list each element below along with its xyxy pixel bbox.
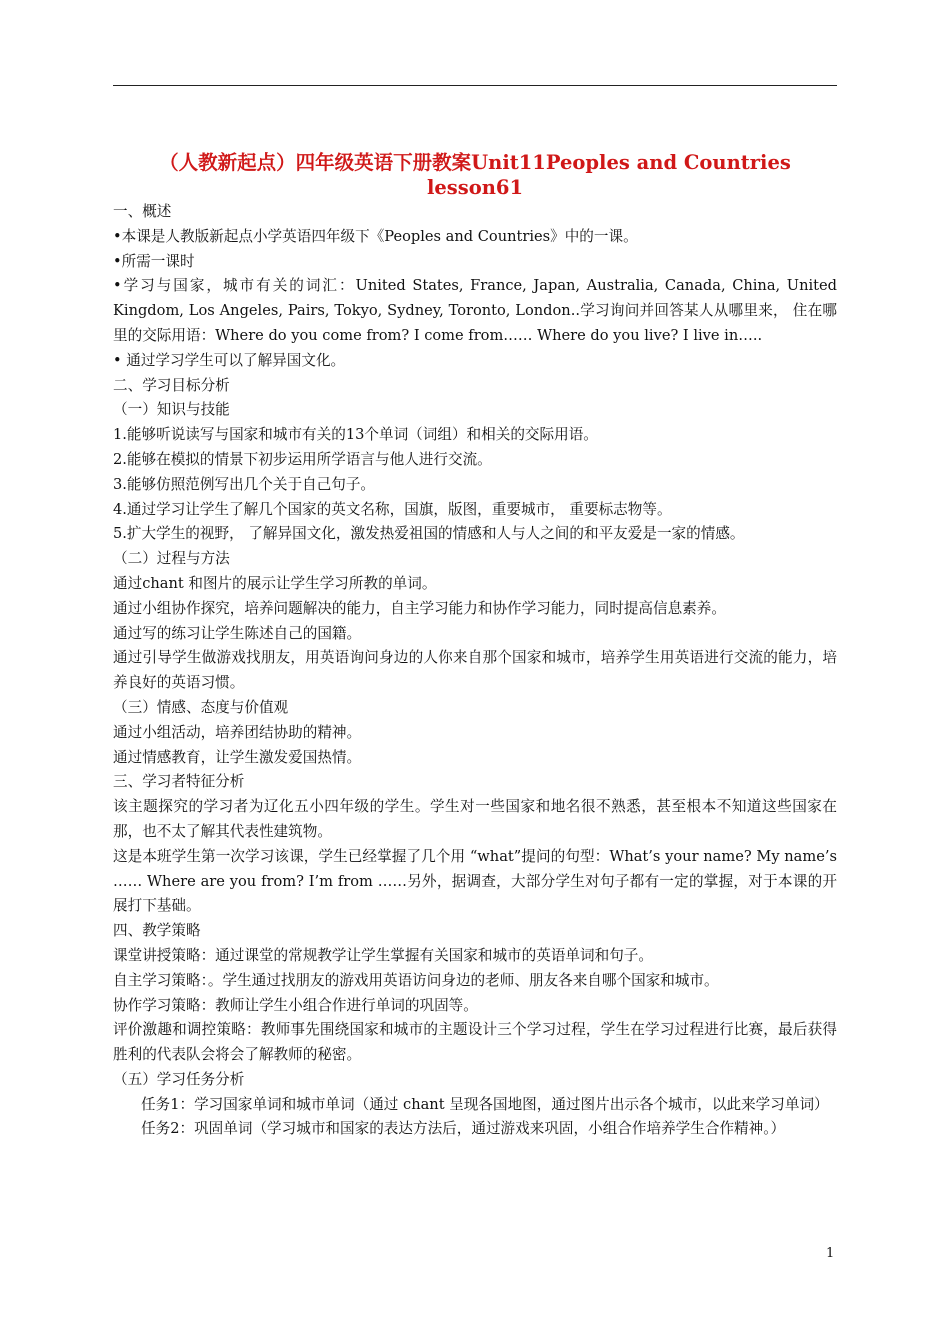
body-paragraph: 通过引导学生做游戏找朋友，用英语询问身边的人你来自那个国家和城市，培养学生用英语进行交流的能力，培养良好的英语习惯。	[113, 649, 837, 692]
body-paragraph: 该主题探究的学习者为辽化五小四年级的学生。学生对一些国家和地名很不熟悉，甚至根本不知道这些国家在那，也不太了解其代表性建筑物。	[113, 798, 837, 840]
bullet-item: •所需一课时	[113, 252, 195, 270]
section-heading-learners: 三、学习者特征分析	[113, 773, 245, 791]
bullet-item: • 通过学习学生可以了解异国文化。	[113, 351, 346, 369]
body-paragraph: 通过小组协作探究，培养问题解决的能力，自主学习能力和协作学习能力，同时提高信息素养。	[113, 599, 726, 617]
document-body	[113, 200, 837, 1142]
section-heading-objectives: 二、学习目标分析	[113, 376, 230, 394]
body-paragraph: 通过写的练习让学生陈述自己的国籍。	[113, 624, 362, 642]
subsection-heading: （五）学习任务分析	[113, 1070, 245, 1088]
subsection-heading: （一）知识与技能	[113, 401, 230, 419]
bullet-item: •本课是人教版新起点小学英语四年级下《Peoples and Countries》中的一课。	[113, 227, 638, 245]
body-paragraph: 课堂讲授策略：通过课堂的常规教学让学生掌握有关国家和城市的英语单词和句子。	[113, 946, 653, 964]
page-number: 1	[826, 1246, 835, 1261]
section-heading-overview: 一、概述	[113, 203, 172, 220]
bullet-item: •学习与国家，城市有关的词汇：United States, France, Japan, Australia, Canada, China, United Kingdom, Los Angeles, Pairs, Tokyo, Sydney, Toronto, London..学习询问并回答某人从哪里来， 住在哪里的交际用语：Where do you come from? I come from…… Where do you live? I live in…..	[113, 277, 837, 344]
numbered-item: 4.通过学习让学生了解几个国家的英文名称，国旗，版图，重要城市， 重要标志物等。	[113, 500, 672, 518]
subsection-heading: （三）情感、态度与价值观	[113, 698, 289, 716]
section-heading-strategies: 四、教学策略	[113, 922, 201, 940]
numbered-item: 1.能够听说读写与国家和城市有关的13个单词（词组）和相关的交际用语。	[113, 426, 598, 444]
body-paragraph: 通过chant 和图片的展示让学生学习所教的单词。	[113, 574, 437, 592]
task-item: 任务1：学习国家单词和城市单词（通过 chant 呈现各国地图，通过图片出示各个城市，以此来学习单词）	[141, 1095, 829, 1113]
body-paragraph: 自主学习策略：。学生通过找朋友的游戏用英语访问身边的老师、朋友各来自哪个国家和城市。	[113, 971, 719, 989]
numbered-item: 2.能够在模拟的情景下初步运用所学语言与他人进行交流。	[113, 450, 492, 468]
header-rule	[113, 85, 837, 86]
numbered-item: 3.能够仿照范例写出几个关于自己句子。	[113, 475, 376, 493]
body-paragraph: 这是本班学生第一次学习该课，学生已经掌握了几个用 “what”提问的句型：What’s your name? My name’s …… Where are you from? I’m from ……另外，据调查，大部分学生对句子都有一定的掌握，对于本课的开展打下基础。	[113, 847, 837, 915]
task-item: 任务2：巩固单词（学习城市和国家的表达方法后，通过游戏来巩固，小组合作培养学生合作精神。）	[141, 1120, 786, 1138]
document-title: （人教新起点）四年级英语下册教案Unit11Peoples and Countries lesson61	[159, 151, 791, 199]
subsection-heading: （二）过程与方法	[113, 550, 230, 568]
body-paragraph: 通过小组活动，培养团结协助的精神。	[113, 723, 362, 741]
body-paragraph: 协作学习策略：教师让学生小组合作进行单词的巩固等。	[113, 996, 478, 1014]
numbered-item: 5.扩大学生的视野， 了解异国文化，激发热爱祖国的情感和人与人之间的和平友爱是一家的情感。	[113, 525, 745, 543]
body-paragraph: 评价激趣和调控策略：教师事先围绕国家和城市的主题设计三个学习过程，学生在学习过程进行比赛，最后获得胜利的代表队会将会了解教师的秘密。	[113, 1021, 837, 1064]
body-paragraph: 通过情感教育，让学生激发爱国热情。	[113, 748, 362, 766]
